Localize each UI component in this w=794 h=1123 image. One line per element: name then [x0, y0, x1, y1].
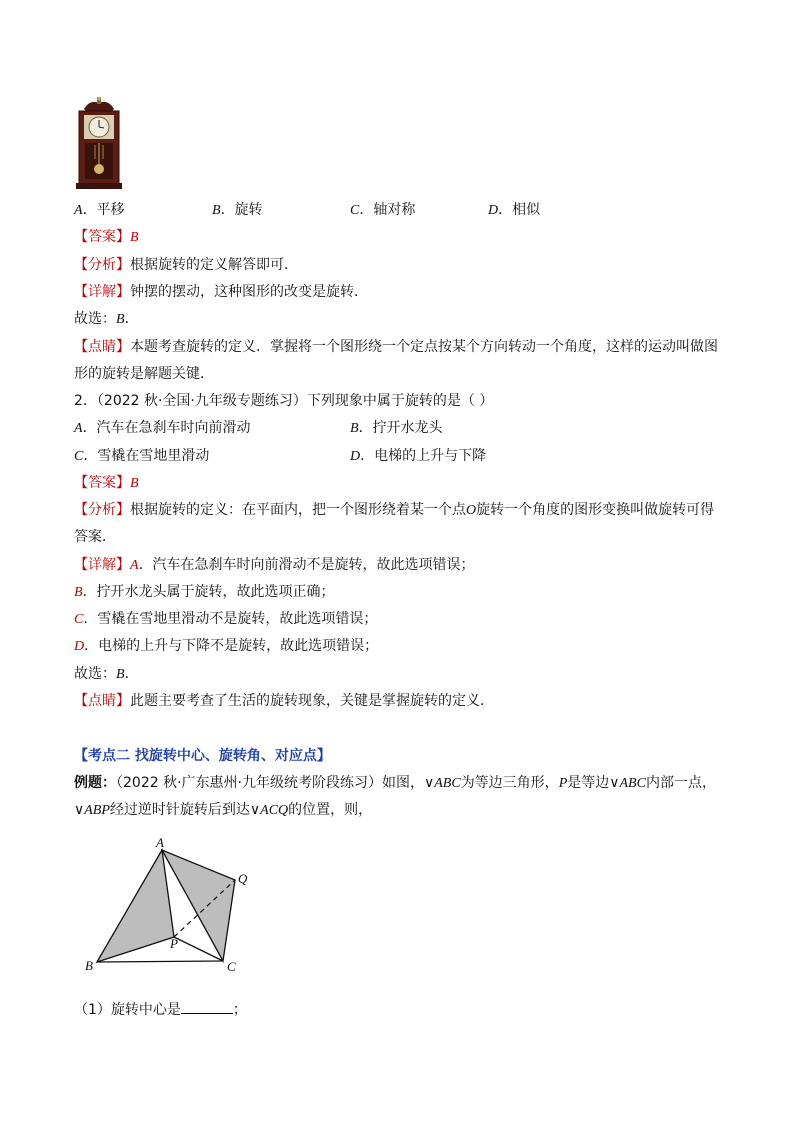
rotation-figure — [80, 835, 270, 980]
answer-blank[interactable] — [181, 999, 233, 1014]
q1-comment-cont: 形的旋转是解题关键． — [74, 366, 214, 382]
q1-comment: 【点睛】本题考查旋转的定义．掌握将一个图形绕一个定点按某个方向转动一个角度，这样的运动叫做图 — [74, 339, 718, 355]
q1-detail: 【详解】钟摆的摆动，这种图形的改变是旋转． — [74, 284, 368, 300]
q2-detail-b: B．拧开水龙头属于旋转，故此选项正确； — [74, 584, 335, 600]
pendulum-clock-image — [76, 97, 122, 189]
label-a: A — [156, 835, 164, 850]
q2-detail-c: C．雪橇在雪地里滑动不是旋转，故此选项错误； — [74, 611, 378, 627]
q2-option-b: B．拧开水龙头 — [350, 420, 443, 436]
q1-option-c: C．轴对称 — [350, 202, 416, 218]
q2-option-a: A．汽车在急刹车时向前滑动 — [74, 420, 251, 436]
q1-option-b: B．旋转 — [212, 202, 263, 218]
q2-stem: 2．（2022 秋·全国·九年级专题练习）下列现象中属于旋转的是（ ） — [74, 393, 494, 409]
segment-bc — [97, 961, 223, 962]
label-c: C — [227, 959, 236, 974]
q1-option-d: D．相似 — [488, 202, 541, 218]
example-line1: 例题：（2022 秋·广东惠州·九年级统考阶段练习）如图，∨ABC为等边三角形，P是等边∨ABC内部一点， — [74, 775, 716, 791]
q2-comment: 【点睛】此题主要考查了生活的旋转现象，关键是掌握旋转的定义． — [74, 693, 494, 709]
label-b: B — [85, 958, 93, 973]
section-heading: 【考点二 找旋转中心、旋转角、对应点】 — [74, 748, 331, 764]
q2-analysis-cont: 答案． — [74, 529, 116, 545]
q2-option-d: D．电梯的上升与下降 — [350, 448, 487, 464]
example-line2: ∨ABP经过逆时针旋转后到达∨ACQ的位置，则， — [74, 802, 373, 818]
q1-choice: 故选：B． — [74, 311, 139, 327]
triangle-abp — [97, 850, 174, 962]
sub-question-1: （1）旋转中心是 ； — [74, 999, 247, 1020]
q2-detail-d: D．电梯的上升与下降不是旋转，故此选项错误； — [74, 638, 379, 654]
q1-analysis: 【分析】根据旋转的定义解答即可． — [74, 257, 298, 273]
q2-detail-a: 【详解】A．汽车在急刹车时向前滑动不是旋转，故此选项错误； — [74, 557, 475, 573]
q2-choice: 故选：B． — [74, 666, 139, 682]
label-p: P — [170, 936, 178, 951]
q2-option-c: C．雪橇在雪地里滑动 — [74, 448, 210, 464]
q2-analysis: 【分析】根据旋转的定义：在平面内，把一个图形绕着某一个点O旋转一个角度的图形变换叫做旋转可得 — [74, 502, 715, 518]
label-q: Q — [238, 871, 248, 886]
q2-answer: 【答案】B — [74, 475, 139, 491]
q1-option-a: A．平移 — [74, 202, 125, 218]
q1-answer: 【答案】B — [74, 229, 139, 245]
